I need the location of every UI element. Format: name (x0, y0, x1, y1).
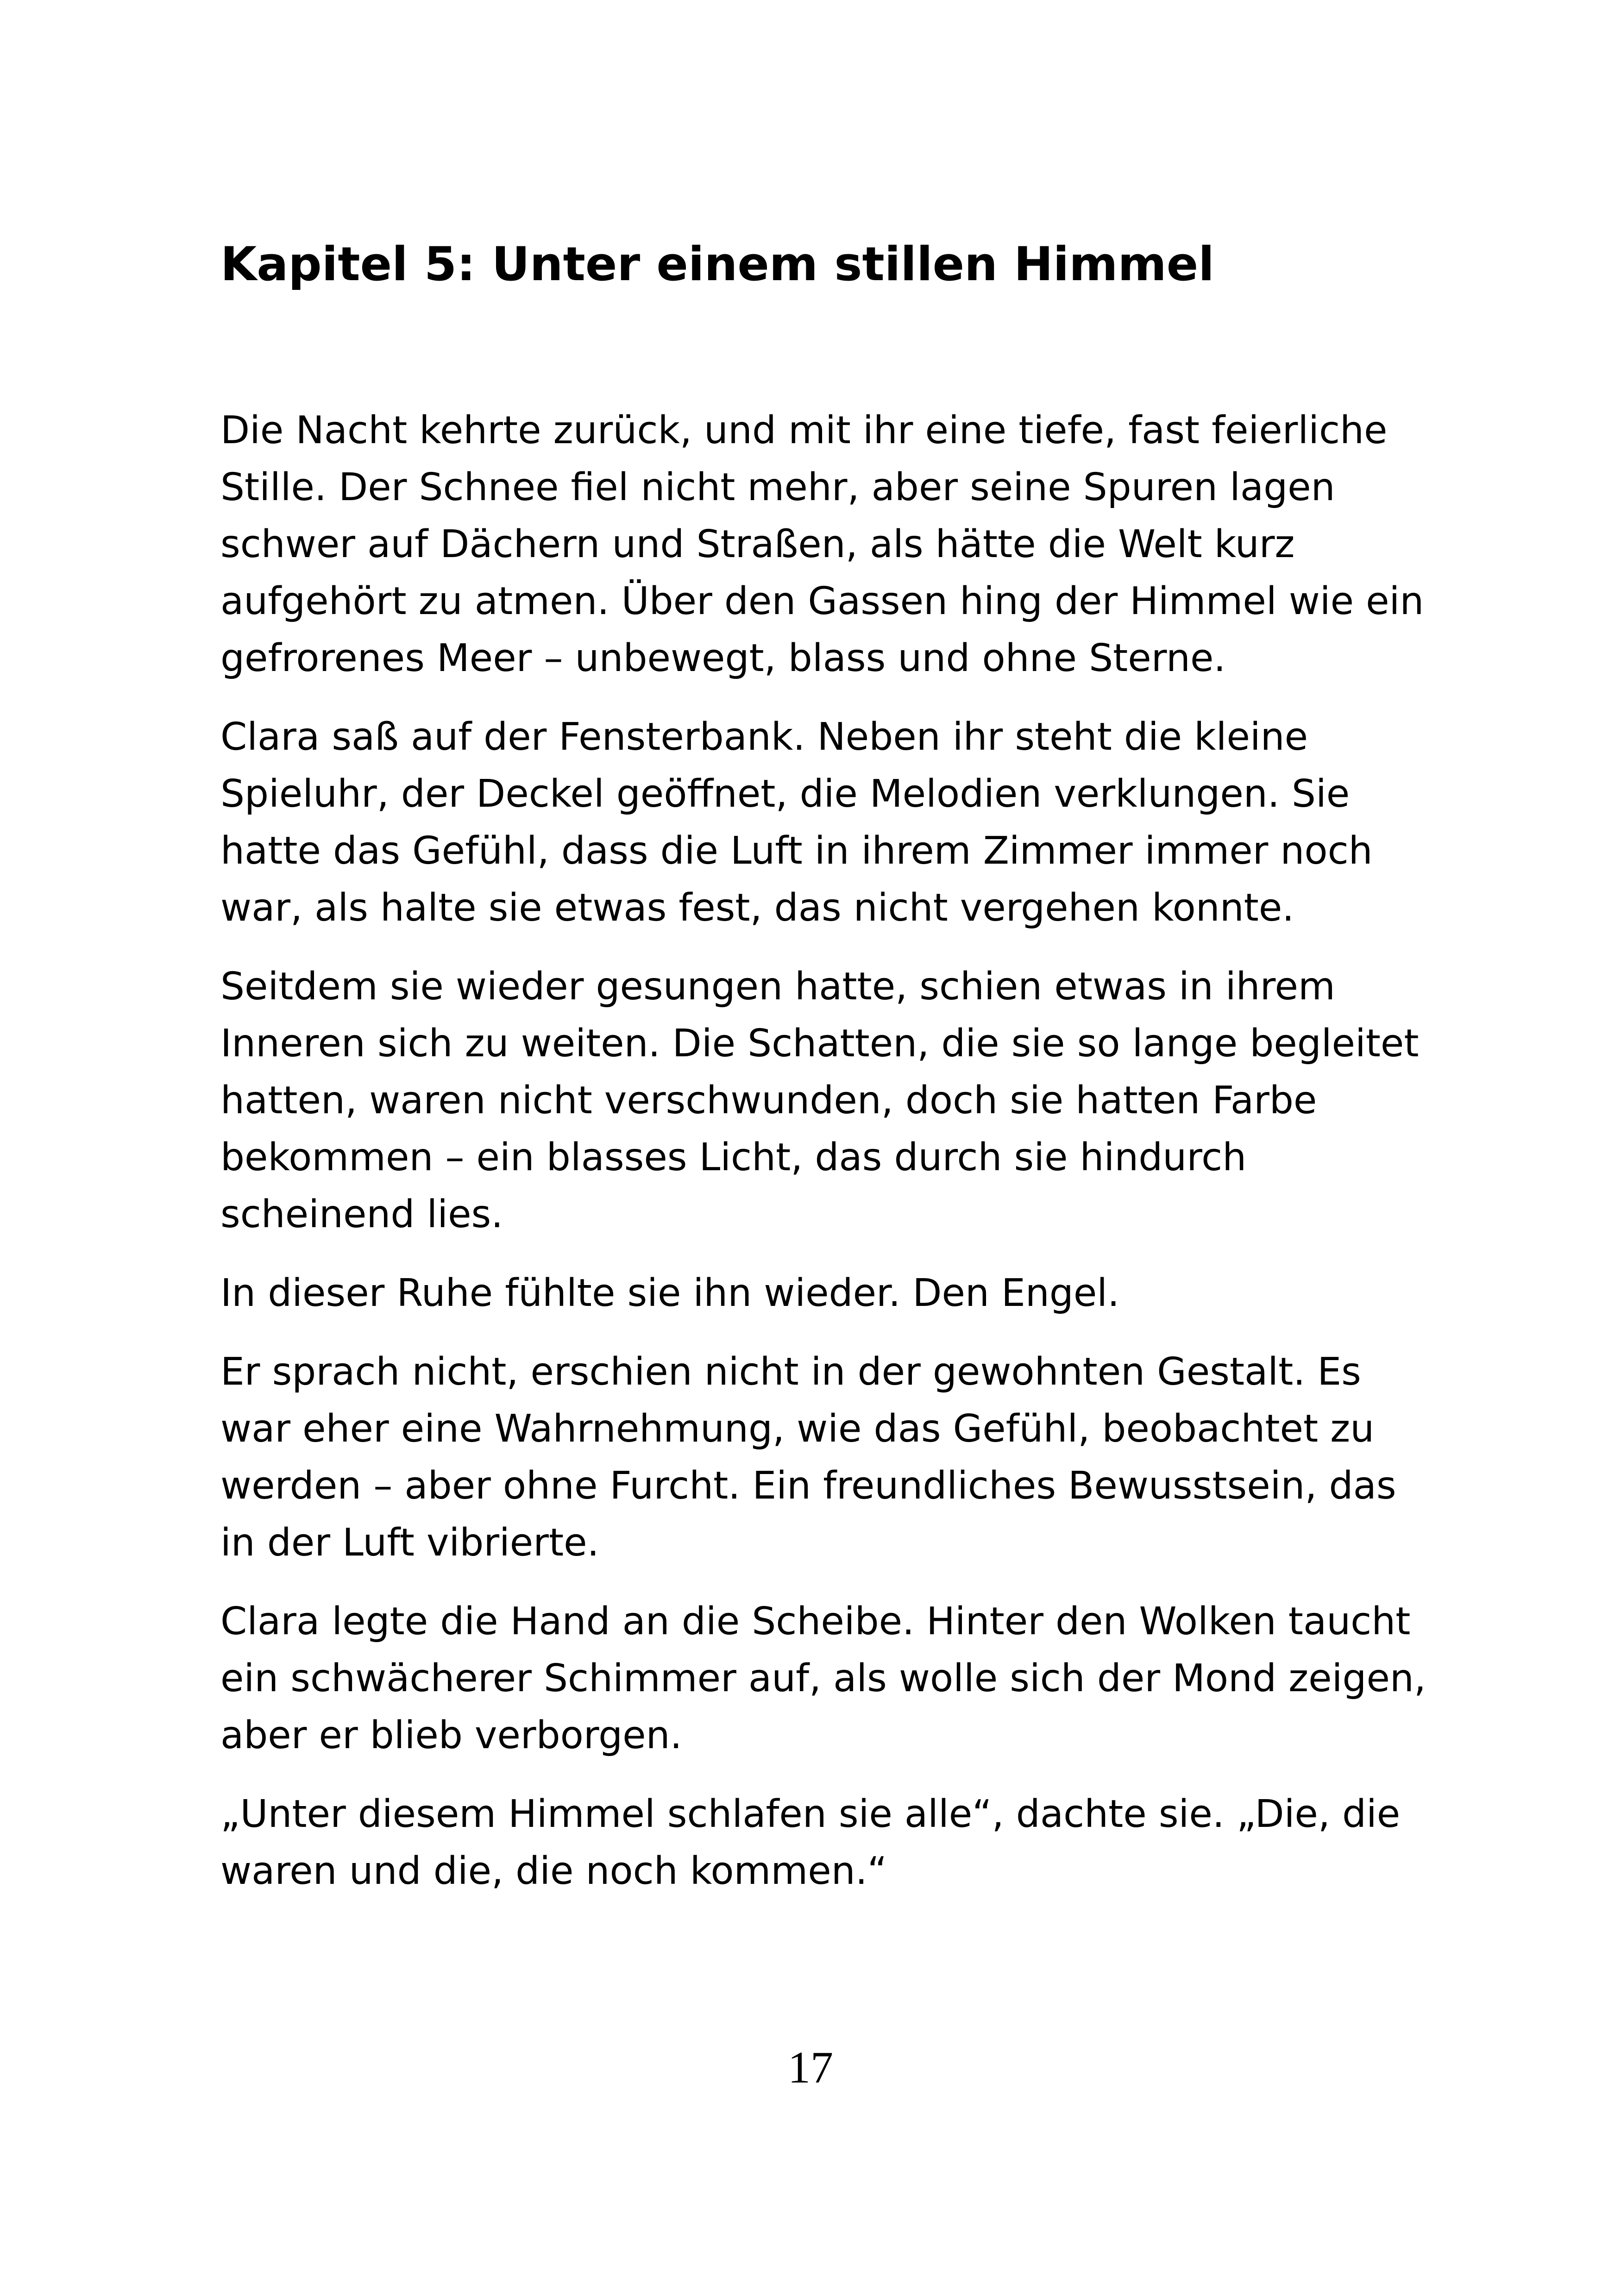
text-line: Clara legte die Hand an die Scheibe. Hinter den Wolken taucht (220, 1600, 1411, 1644)
text-line: scheinend lies. (220, 1192, 503, 1236)
text-line: In dieser Ruhe fühlte sie ihn wieder. Den Engel. (220, 1271, 1120, 1315)
text-line: aufgehört zu atmen. Über den Gassen hing der Himmel wie ein (220, 579, 1424, 623)
text-line: Stille. Der Schnee fiel nicht mehr, aber seine Spuren lagen (220, 465, 1335, 509)
paragraph (220, 1265, 1425, 1322)
text-line: gefrorenes Meer – unbewegt, blass und ohne Sterne. (220, 636, 1226, 680)
text-line: Die Nacht kehrte zurück, und mit ihr eine tiefe, fast feierliche (220, 408, 1388, 452)
paragraph (220, 709, 1425, 936)
text-line: schwer auf Dächern und Straßen, als hätte die Welt kurz (220, 522, 1295, 566)
text-line: Er sprach nicht, erschien nicht in der gewohnten Gestalt. Es (220, 1350, 1361, 1394)
text-line: ein schwächerer Schimmer auf, als wolle sich der Mond zeigen, (220, 1656, 1426, 1700)
text-line: „Unter diesem Himmel schlafen sie alle“, dachte sie. „Die, die (220, 1792, 1401, 1836)
text-line: werden – aber ohne Furcht. Ein freundliches Bewusstsein, das (220, 1464, 1396, 1508)
text-line: in der Luft vibrierte. (220, 1521, 599, 1565)
text-line: hatte das Gefühl, dass die Luft in ihrem Zimmer immer noch (220, 829, 1373, 873)
text-line: hatten, waren nicht verschwunden, doch sie hatten Farbe (220, 1079, 1317, 1123)
text-line: bekommen – ein blasses Licht, das durch sie hindurch (220, 1135, 1247, 1179)
text-line: Spieluhr, der Deckel geöffnet, die Melodien verklungen. Sie (220, 772, 1350, 816)
paragraph (220, 1343, 1425, 1571)
text-line: waren und die, die noch kommen.“ (220, 1849, 887, 1893)
text-line: war eher eine Wahrnehmung, wie das Gefühl, beobachtet zu (220, 1407, 1375, 1451)
paragraph (220, 1593, 1425, 1764)
text-line: aber er blieb verborgen. (220, 1713, 682, 1757)
paragraph (220, 1786, 1425, 1900)
paragraph (220, 958, 1425, 1243)
chapter-title: Kapitel 5: Unter einem stillen Himmel (220, 237, 1214, 291)
paragraph (220, 402, 1425, 687)
text-line: Clara saß auf der Fensterbank. Neben ihr steht die kleine (220, 715, 1308, 759)
chapter-body (220, 402, 1425, 1921)
text-line: Inneren sich zu weiten. Die Schatten, die sie so lange begleitet (220, 1022, 1419, 1066)
text-line: war, als halte sie etwas fest, das nicht vergehen konnte. (220, 886, 1294, 930)
page-number: 17 (788, 2043, 833, 2093)
text-line: Seitdem sie wieder gesungen hatte, schien etwas in ihrem (220, 965, 1335, 1009)
